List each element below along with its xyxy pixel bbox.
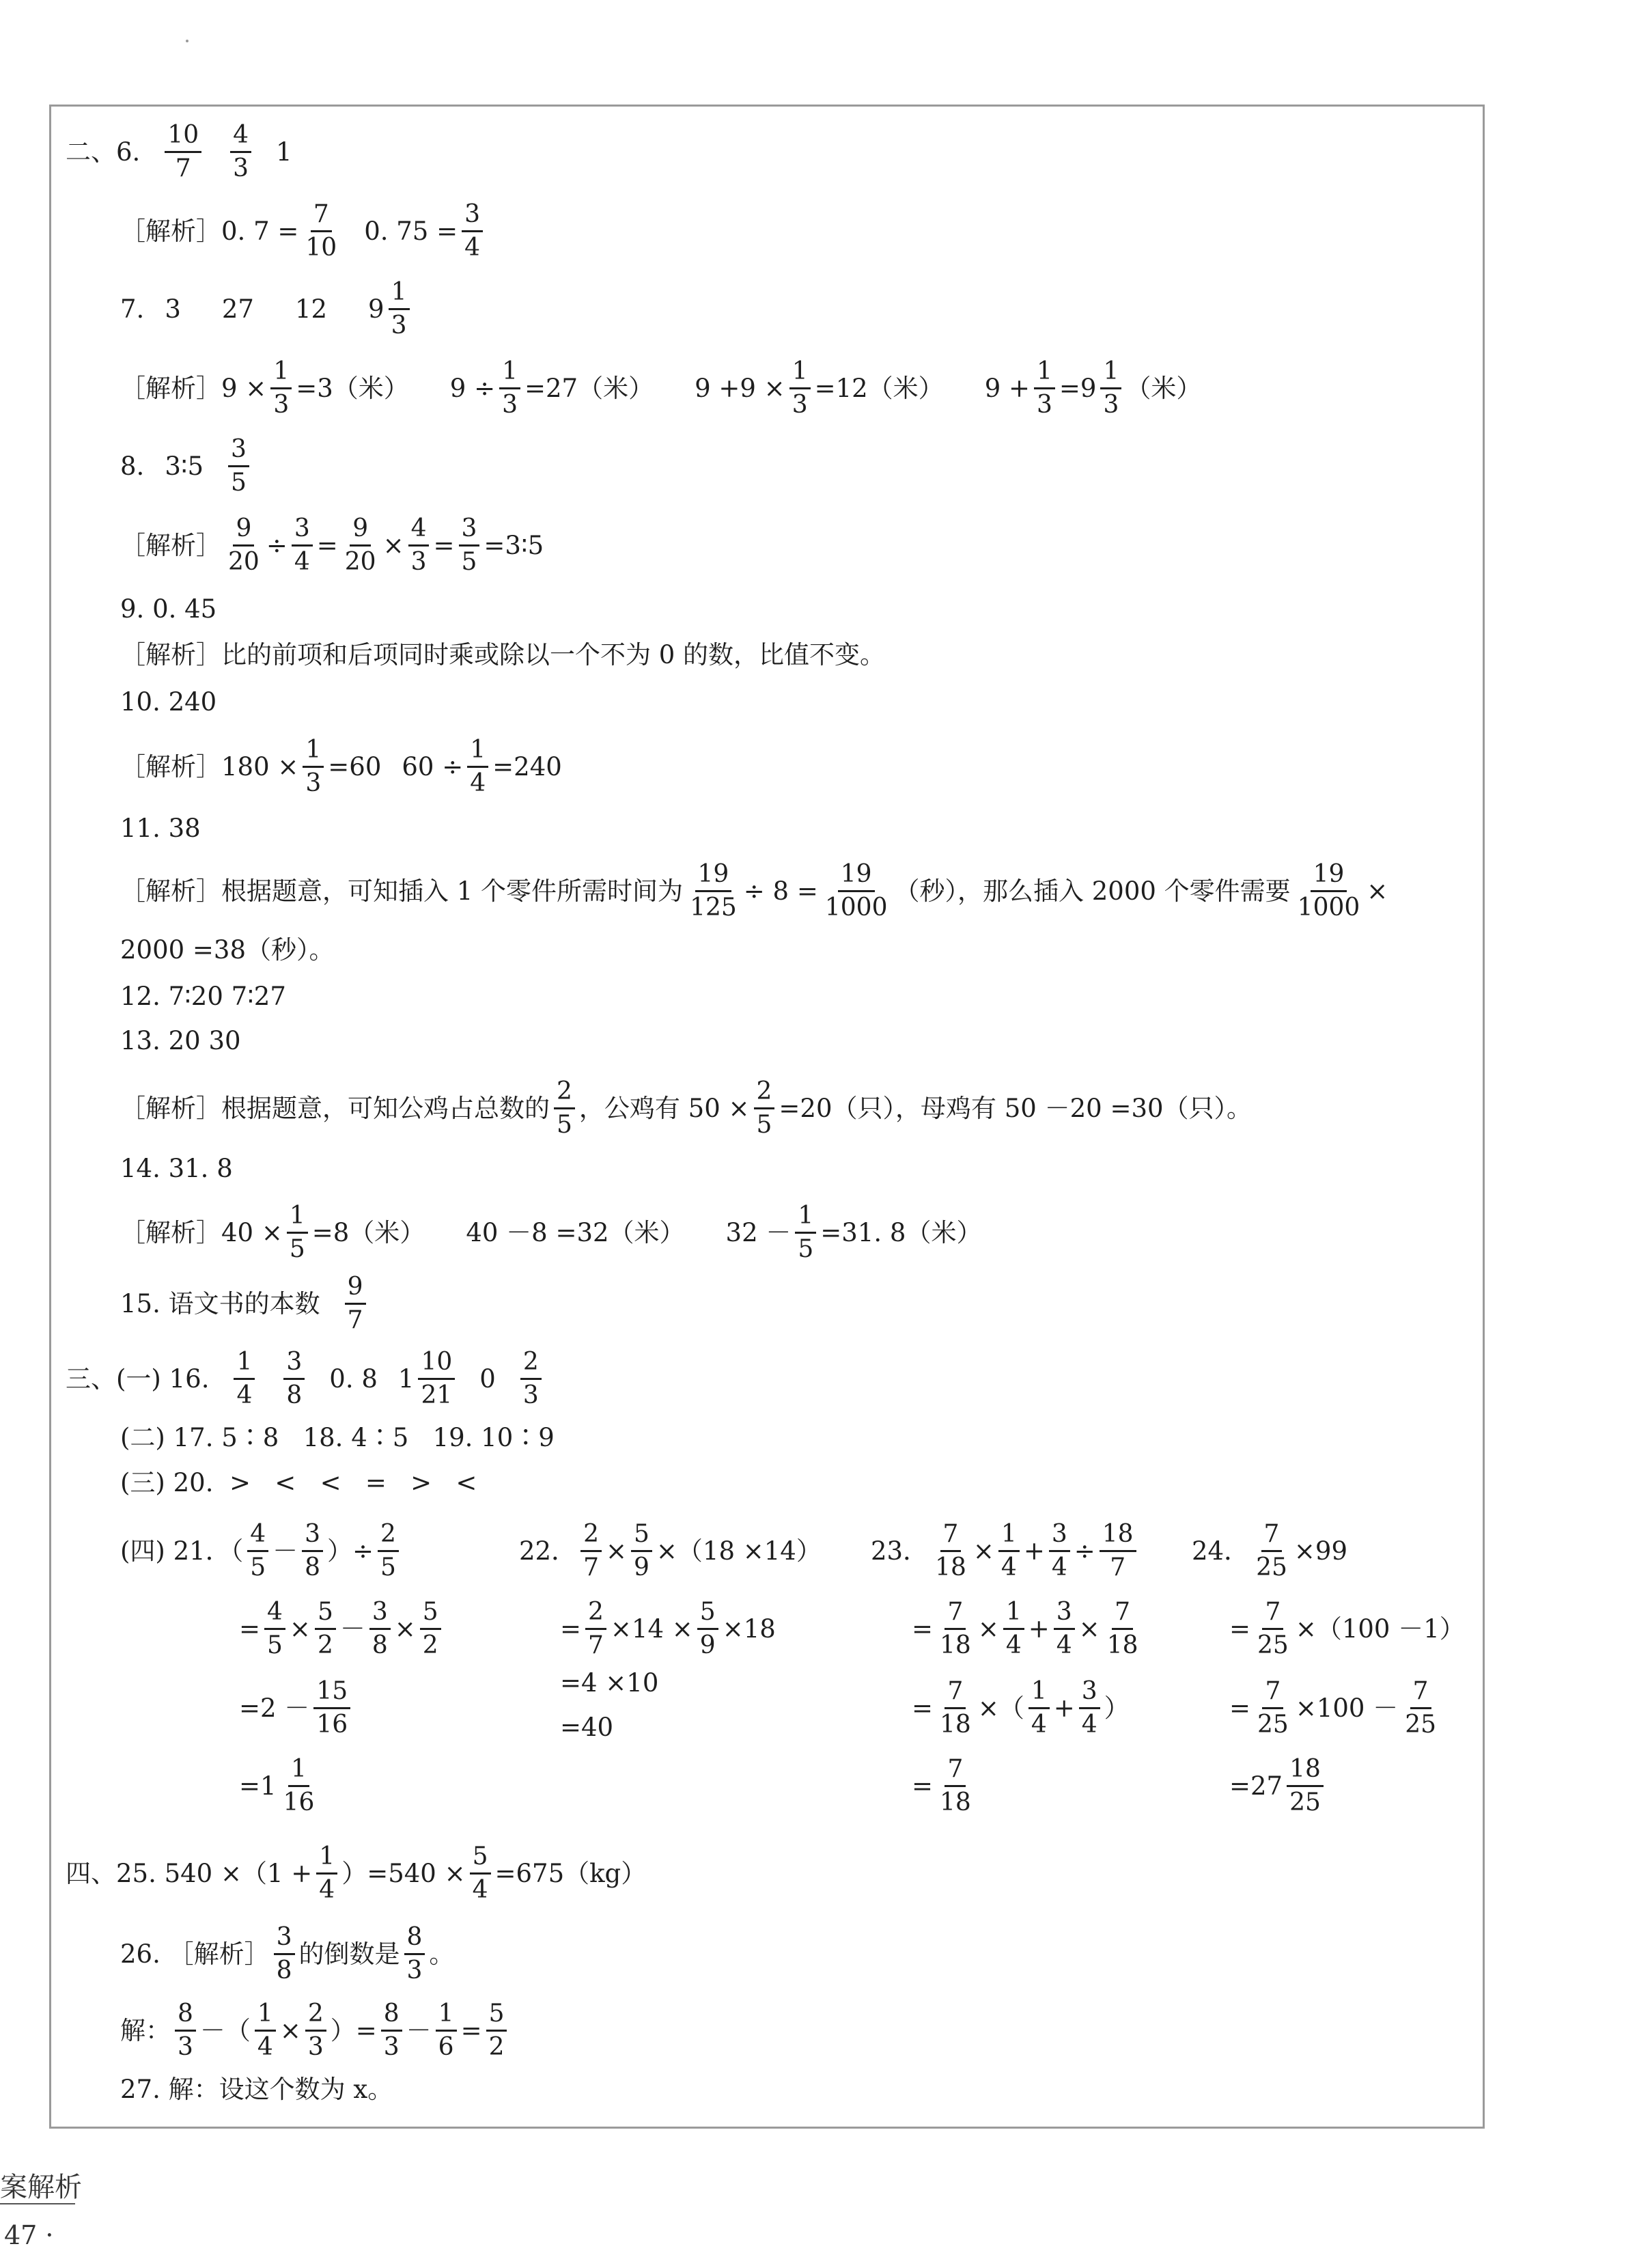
fraction: $\frac{5}{9}$	[697, 1600, 718, 1658]
q15-label: 15. 语文书的本数	[120, 1289, 320, 1318]
q7-label: 7.	[120, 294, 145, 324]
fraction: $\frac{7}{18}$	[940, 1677, 971, 1739]
fraction: $\frac{5}{4}$	[470, 1844, 491, 1903]
fraction: $\frac{7}{18}$	[940, 1755, 971, 1816]
operator: －	[406, 2016, 432, 2045]
q22-label: 22．	[519, 1536, 577, 1566]
operator: ×	[279, 2016, 301, 2045]
analysis-text: =27（米）	[524, 374, 654, 403]
q21-step-1	[239, 1600, 445, 1658]
footer-section-title: 案解析	[0, 2172, 82, 2203]
analysis-text: 60 ÷	[402, 752, 464, 782]
q23-step-3	[912, 1757, 978, 1815]
analysis-text: =3（米）	[296, 374, 409, 403]
analysis-text: （米）	[1125, 374, 1202, 403]
q22-step-3	[560, 1715, 613, 1740]
footer-divider	[0, 2203, 75, 2204]
step-text: =40	[560, 1713, 614, 1742]
analysis-text: =9	[1059, 374, 1097, 403]
analysis-text: 9 ÷	[449, 374, 496, 403]
q7-answer-2: 27	[221, 294, 254, 324]
fraction: $\frac{7}{25}$	[1257, 1677, 1289, 1739]
fraction: $\frac{1}{4}$	[1029, 1679, 1050, 1737]
fraction: $\frac{15}{16}$	[313, 1679, 350, 1737]
fraction: $\frac{3}{4}$	[1054, 1600, 1075, 1658]
q24-step-1	[1229, 1600, 1465, 1658]
q7-answer-1: 3	[165, 294, 181, 324]
operator: －	[272, 1536, 298, 1566]
q7-answer-4: 9	[368, 294, 384, 324]
fraction: $\frac{2}{5}$	[554, 1079, 575, 1137]
operator: ×	[973, 1536, 994, 1566]
stray-dot	[186, 40, 188, 42]
analysis-text: ［解析］比的前项和后项同时乘或除以一个不为 0 的数，比值不变。	[120, 640, 886, 669]
operator: ×（	[977, 1693, 1024, 1723]
fraction: $\frac{7}{10}$	[305, 200, 337, 262]
operator: +	[1053, 1693, 1075, 1723]
q10-line	[120, 689, 216, 715]
analysis-tag: ［解析］9 ×	[120, 374, 267, 403]
fraction: $\frac{18}{25}$	[1287, 1757, 1324, 1815]
step-text: =1	[239, 1771, 277, 1801]
operator: ）	[1104, 1693, 1130, 1723]
operator: ×	[606, 1536, 628, 1566]
operator: ×	[394, 1614, 416, 1644]
fraction: $\frac{2}{3}$	[305, 2002, 326, 2060]
operator: ×	[977, 1614, 999, 1644]
q14-line	[120, 1156, 233, 1181]
fraction: $\frac{8}{3}$	[381, 2002, 402, 2060]
fraction: $\frac{4}{3}$	[230, 123, 251, 181]
q26-line	[120, 1925, 454, 1983]
operator: =	[433, 531, 455, 560]
fraction: $\frac{18}{7}$	[1100, 1522, 1136, 1580]
q7-answer-3: 12	[294, 294, 328, 324]
q23-head	[871, 1522, 1141, 1580]
q11-analysis-cont	[120, 937, 335, 963]
fraction: $\frac{3}{4}$	[1079, 1679, 1100, 1737]
fraction: $\frac{1}{4}$	[255, 2002, 276, 2060]
operator: =	[912, 1693, 934, 1723]
fraction: $\frac{4}{5}$	[247, 1522, 268, 1580]
q11-line	[120, 816, 201, 841]
q24-head	[1192, 1522, 1347, 1580]
analysis-text: =8（米）	[311, 1218, 425, 1247]
analysis-text: 9 +	[984, 374, 1030, 403]
analysis-tag: ［解析］180 ×	[120, 752, 299, 782]
q10-answer: 10. 240	[120, 687, 217, 717]
q8-line	[120, 437, 253, 495]
fraction: $\frac{1}{3}$	[389, 280, 410, 338]
analysis-text: 32 －	[725, 1218, 792, 1247]
fraction: $\frac{7}{25}$	[1405, 1677, 1437, 1739]
q26-solution	[120, 2002, 511, 2060]
fraction: $\frac{7}{18}$	[1106, 1598, 1138, 1659]
fraction: $\frac{4}{3}$	[408, 516, 430, 575]
fraction: $\frac{1}{4}$	[467, 738, 488, 796]
fraction: $\frac{1}{4}$	[1003, 1600, 1024, 1658]
q21-step-2	[239, 1679, 354, 1737]
fraction: $\frac{8}{3}$	[404, 1925, 425, 1983]
fraction: $\frac{9}{20}$	[344, 514, 376, 576]
fraction: $\frac{3}{4}$	[462, 202, 483, 260]
q23-step-2	[912, 1679, 1130, 1737]
fraction: $\frac{2}{5}$	[754, 1079, 775, 1137]
analysis-text: ×	[1367, 876, 1388, 906]
analysis-text: =60	[328, 752, 382, 782]
operator: =	[316, 531, 338, 560]
fraction: $\frac{4}{5}$	[264, 1600, 285, 1658]
q6-label: 二、6.	[66, 137, 141, 167]
q11-analysis	[120, 862, 1388, 920]
q9-line	[120, 596, 216, 622]
analysis-text: =12（米）	[814, 374, 944, 403]
fraction: $\frac{10}{7}$	[165, 123, 201, 181]
q11-answer: 11. 38	[120, 814, 201, 843]
operator: =	[1229, 1614, 1251, 1644]
fraction: $\frac{3}{4}$	[1049, 1522, 1070, 1580]
analysis-text: =31. 8（米）	[820, 1218, 982, 1247]
fraction: $\frac{2}{5}$	[378, 1522, 399, 1580]
analysis-text: 2000 =38（秒）。	[120, 935, 335, 965]
q27-text: 27. 解：设这个数为 x。	[120, 2075, 393, 2104]
step-text: ×（100 －1）	[1295, 1614, 1465, 1644]
operator: ×	[1078, 1614, 1100, 1644]
q21-head	[120, 1522, 403, 1580]
q24-step-3	[1229, 1757, 1328, 1815]
operator: =	[912, 1614, 934, 1644]
analysis-text: 9 +9 ×	[695, 374, 785, 403]
q14-analysis	[120, 1204, 981, 1262]
q20-line	[120, 1470, 477, 1495]
q7-line	[120, 280, 414, 338]
operator: ÷	[1074, 1536, 1095, 1566]
q6-answer-3: 1	[276, 137, 292, 167]
fraction: $\frac{19}{125}$	[690, 860, 737, 922]
analysis-tag: ［解析］	[120, 531, 221, 560]
q16-line	[66, 1350, 546, 1408]
fraction: $\frac{1}{3}$	[789, 359, 811, 417]
operator: ÷	[266, 531, 288, 560]
operator: =	[912, 1771, 934, 1801]
q9-answer: 9. 0. 45	[120, 594, 217, 624]
fraction: $\frac{2}{7}$	[585, 1600, 606, 1658]
fraction: $\frac{1}{3}$	[499, 359, 520, 417]
operator: ×	[382, 531, 404, 560]
operator: =	[1229, 1693, 1251, 1723]
q22-step-1	[560, 1600, 776, 1658]
analysis-text: ，公鸡有 50 ×	[578, 1094, 750, 1123]
fraction: $\frac{3}{4}$	[292, 516, 313, 575]
fraction: $\frac{3}{8}$	[369, 1600, 391, 1658]
q16-answer-3: 0. 8	[329, 1364, 378, 1394]
fraction: $\frac{7}{25}$	[1257, 1598, 1289, 1659]
fraction: $\frac{8}{3}$	[175, 2002, 196, 2060]
q22-head	[519, 1522, 822, 1580]
step-text: =675（kg）	[494, 1859, 647, 1888]
operator: －（	[199, 2016, 251, 2045]
q7-analysis	[120, 359, 1201, 417]
fraction: $\frac{10}{21}$	[418, 1350, 455, 1408]
step-text: ）=540 ×	[341, 1859, 466, 1888]
fraction: $\frac{5}{2}$	[486, 2002, 507, 2060]
analysis-tag: ［解析］40 ×	[120, 1218, 283, 1247]
fraction: $\frac{3}{8}$	[302, 1522, 323, 1580]
operator: =	[560, 1614, 582, 1644]
fraction: $\frac{9}{20}$	[228, 514, 260, 576]
fraction: $\frac{1}{4}$	[316, 1844, 337, 1903]
q23-step-1	[912, 1600, 1145, 1658]
fraction: $\frac{5}{2}$	[420, 1600, 441, 1658]
fraction: $\frac{5}{9}$	[631, 1522, 652, 1580]
fraction: $\frac{1}{3}$	[303, 738, 324, 796]
q16-answer-5: 0	[479, 1364, 496, 1394]
q10-analysis	[120, 738, 562, 796]
analysis-text: =20（只），母鸡有 50 －20 =30（只）。	[779, 1094, 1253, 1123]
fraction: $\frac{3}{5}$	[228, 437, 249, 495]
page-number: 47 ·	[4, 2220, 54, 2250]
fraction: $\frac{9}{7}$	[345, 1275, 366, 1333]
q8-answer-1: 3∶5	[165, 452, 204, 481]
q17-19-line	[120, 1425, 555, 1450]
step-text: 。	[429, 1939, 455, 1969]
analysis-text: ÷ 8 =	[743, 876, 818, 906]
analysis-text: =240	[492, 752, 562, 782]
step-text: ×100 －	[1295, 1693, 1399, 1723]
q21-step-3	[239, 1757, 321, 1815]
fraction: $\frac{1}{3}$	[1034, 359, 1055, 417]
q24-label: 24．	[1192, 1536, 1250, 1566]
operator: =	[460, 2016, 482, 2045]
operator: =	[239, 1614, 261, 1644]
q8-analysis	[120, 516, 544, 575]
fraction: $\frac{3}{5}$	[459, 516, 480, 575]
q6-line	[66, 123, 292, 181]
q13-analysis	[120, 1079, 1252, 1137]
fraction: $\frac{1}{5}$	[287, 1204, 308, 1262]
analysis-text: =3∶5	[484, 531, 544, 560]
q26-label: 26. ［解析］	[120, 1939, 270, 1969]
q20-answers: (三) 20. > < < = > <	[120, 1468, 477, 1497]
fraction: $\frac{7}{25}$	[1256, 1520, 1287, 1581]
fraction: $\frac{3}{8}$	[274, 1925, 295, 1983]
step-text: =2 －	[239, 1693, 310, 1723]
fraction: $\frac{7}{18}$	[940, 1598, 971, 1659]
q21-label: (四) 21．（	[120, 1536, 244, 1566]
step-text: ×（18 ×14）	[656, 1536, 822, 1566]
step-text: =4 ×10	[560, 1668, 659, 1698]
q25-label: 四、25. 540 ×（1 +	[66, 1859, 313, 1888]
q17-19-answers: (二) 17. 5∶8 18. 4∶5 19. 10∶9	[120, 1423, 555, 1452]
operator: －	[339, 1614, 365, 1644]
analysis-text: （秒），那么插入 2000 个零件需要	[894, 876, 1291, 906]
fraction: $\frac{19}{1000}$	[824, 860, 888, 922]
q12-answer: 12. 7∶20 7∶27	[120, 982, 286, 1011]
q23-label: 23．	[871, 1536, 929, 1566]
fraction: $\frac{2}{7}$	[580, 1522, 602, 1580]
fraction: $\frac{1}{5}$	[795, 1204, 816, 1262]
q16-label: 三、(一) 16.	[66, 1364, 210, 1394]
fraction: $\frac{1}{3}$	[270, 359, 292, 417]
q16-answer-4: 1	[397, 1364, 415, 1394]
operator: ）=	[330, 2016, 377, 2045]
q6-analysis	[120, 202, 487, 260]
analysis-text: 40 －8 =32（米）	[466, 1218, 685, 1247]
fraction: $\frac{7}{18}$	[935, 1520, 966, 1581]
q14-answer: 14. 31. 8	[120, 1154, 233, 1183]
fraction: $\frac{1}{3}$	[1100, 359, 1121, 417]
analysis-text: 0. 75 =	[364, 217, 458, 246]
analysis-tag: ［解析］根据题意，可知插入 1 个零件所需时间为	[120, 876, 684, 906]
q15-line	[120, 1275, 370, 1333]
q24-step-2	[1229, 1679, 1443, 1737]
operator: +	[1023, 1536, 1045, 1566]
fraction: $\frac{5}{2}$	[315, 1600, 336, 1658]
analysis-tag: ［解析］根据题意，可知公鸡占总数的	[120, 1094, 550, 1123]
step-text: =27	[1229, 1771, 1283, 1801]
fraction: $\frac{19}{1000}$	[1297, 860, 1360, 922]
analysis-tag: ［解析］0. 7 =	[120, 217, 299, 246]
solution-label: 解：	[120, 2016, 171, 2045]
fraction: $\frac{1}{6}$	[436, 2002, 457, 2060]
fraction: $\frac{1}{4}$	[234, 1350, 255, 1408]
fraction: $\frac{1}{16}$	[283, 1755, 315, 1816]
step-text: 的倒数是	[298, 1939, 400, 1969]
q27-line	[120, 2077, 393, 2102]
fraction: $\frac{1}{4}$	[998, 1522, 1020, 1580]
q13-answer: 13. 20 30	[120, 1026, 241, 1055]
q9-analysis	[120, 642, 885, 667]
operator: +	[1028, 1614, 1050, 1644]
q12-line	[120, 984, 286, 1009]
fraction: $\frac{2}{3}$	[520, 1350, 542, 1408]
q22-step-2	[560, 1670, 658, 1696]
q25-line	[66, 1844, 646, 1903]
step-text: ×18	[722, 1614, 776, 1644]
step-text: ×99	[1293, 1536, 1347, 1566]
q13-line	[120, 1028, 241, 1053]
operator: ）÷	[327, 1536, 374, 1566]
operator: ×	[289, 1614, 311, 1644]
step-text: ×14 ×	[610, 1614, 693, 1644]
fraction: $\frac{3}{8}$	[283, 1350, 305, 1408]
q8-label: 8.	[120, 452, 145, 481]
